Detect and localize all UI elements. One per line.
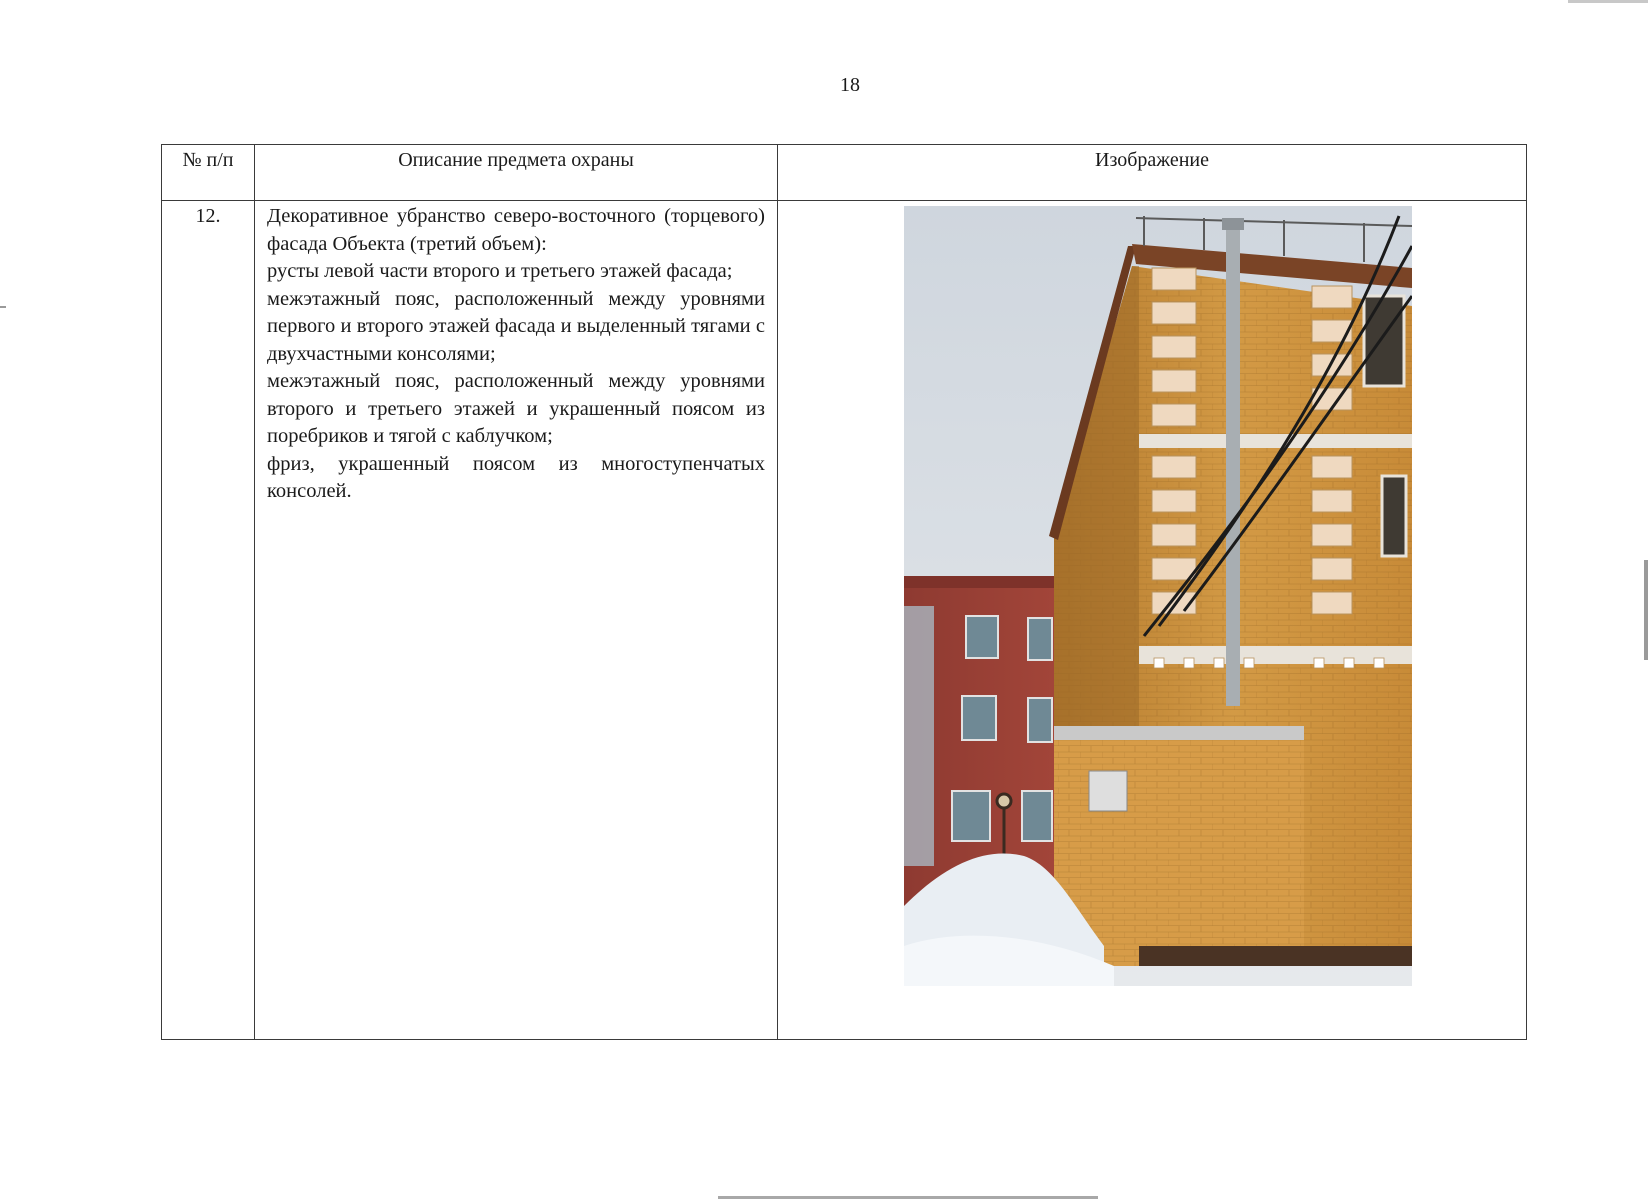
row-description [255,201,778,1040]
scan-mark [718,1196,1098,1199]
header-number: № п/п [162,145,255,201]
description-paragraph: русты левой части второго и третьего этажей фасада; [267,260,733,282]
page-number: 18 [840,74,860,96]
belt-upper [1139,434,1412,448]
belt-lower [1139,646,1412,664]
protection-subject-table [161,144,1527,1040]
description-paragraph: фриз, украшенный поясом из многоступенчатых консолей. [267,452,765,502]
table-row [162,201,1527,1040]
description-paragraph: межэтажный пояс, расположенный между уровнями первого и второго этажей фасада и выделенный тягами с двухчастными консолями; [267,287,765,365]
row-image-cell [778,201,1527,1040]
description-paragraph: Декоративное убранство северо-восточного (торцевого) фасада Объекта (третий объем): [267,205,765,255]
header-description: Описание предмета охраны [255,145,778,201]
scan-mark [1644,560,1648,660]
description-paragraph: межэтажный пояс, расположенный между уровнями второго и третьего этажей и украшенный поясом из поребриков и тягой с каблучком; [267,370,765,447]
header-image: Изображение [778,145,1527,201]
building-facade-photo-icon [904,206,1412,986]
vent-pipe [1226,226,1240,706]
row-number: 12. [162,201,255,1040]
scan-mark [0,306,6,308]
table-header-row [162,145,1527,201]
scan-mark [1568,0,1648,3]
